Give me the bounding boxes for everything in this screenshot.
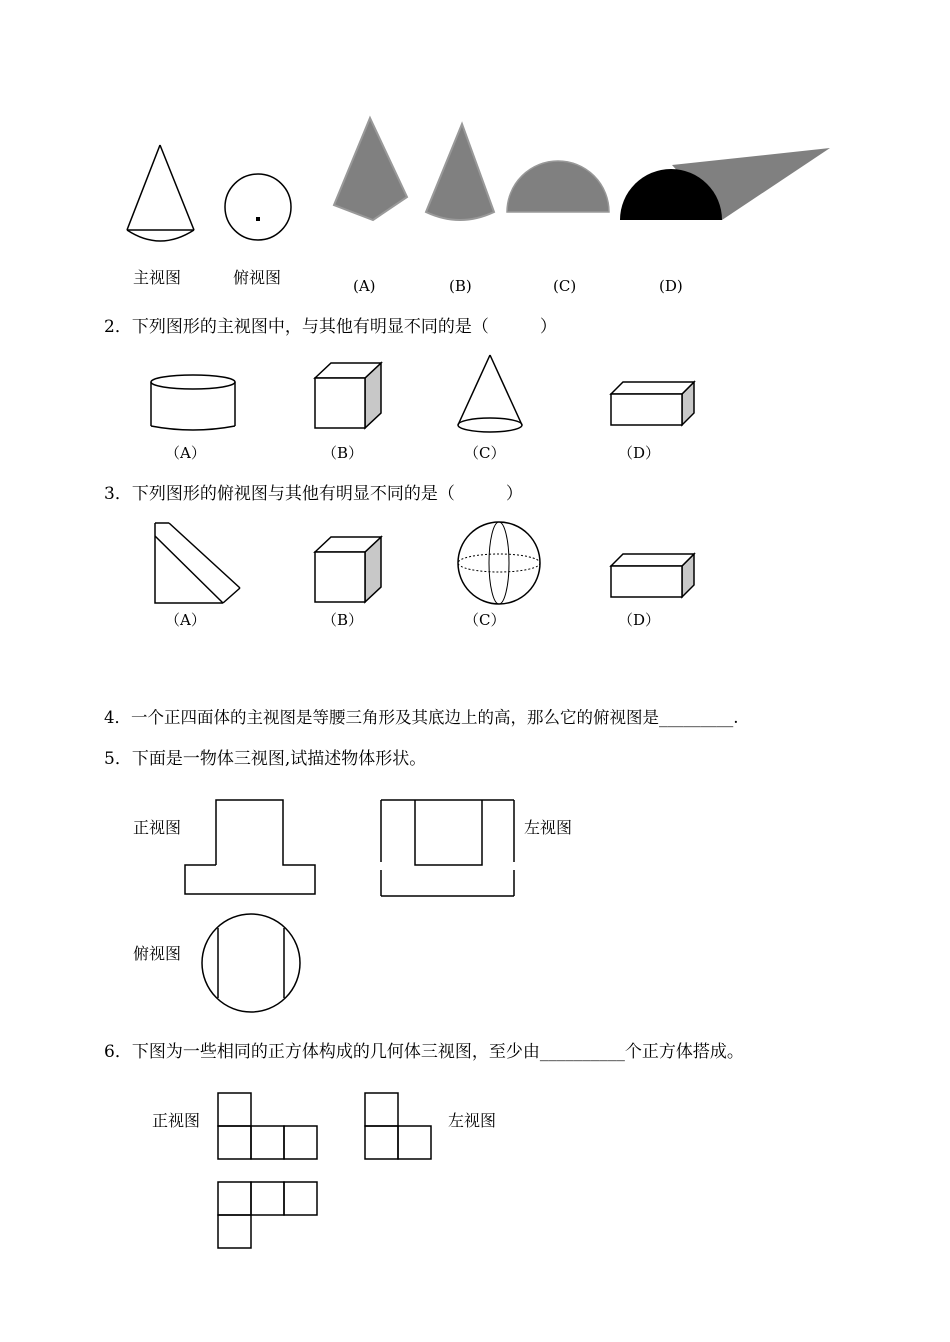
q5-front-view-drawing: [185, 800, 315, 894]
q4-question-text: 4．一个正四面体的主视图是等腰三角形及其底边上的高，那么它的俯视图是_________.: [104, 708, 739, 727]
q1-option-c-label: (C): [553, 277, 577, 295]
q1-front-view-label: 主视图: [133, 268, 182, 287]
q6-front-view-grid: [218, 1093, 317, 1159]
q6-left-view-label: 左视图: [448, 1111, 497, 1130]
q5-top-view-drawing: [202, 914, 300, 1012]
q2-option-d-label: （D）: [618, 444, 661, 462]
q2-option-a-cylinder: [151, 375, 235, 430]
q5-question-text: 5．下面是一物体三视图,试描述物体形状。: [104, 749, 427, 769]
q1-cone-front-view: [127, 145, 194, 241]
q5-top-view-label: 俯视图: [133, 944, 182, 963]
q2-option-c-label: （C）: [464, 444, 506, 462]
q2-option-d-cuboid: [611, 382, 694, 425]
q5-left-view-drawing: [381, 800, 514, 896]
q1-top-view-label: 俯视图: [233, 268, 282, 287]
q3-option-d-cuboid: [611, 554, 694, 597]
q3-question-text: 3．下列图形的俯视图与其他有明显不同的是（ ）: [104, 484, 523, 504]
q1-option-a-shape: [334, 118, 407, 220]
q1-option-d-label: (D): [659, 277, 683, 295]
q3-option-d-label: （D）: [618, 611, 661, 629]
q1-option-a-label: (A): [353, 277, 376, 295]
q5-left-view-label: 左视图: [524, 818, 573, 837]
q2-question-text: 2．下列图形的主视图中，与其他有明显不同的是（ ）: [104, 317, 557, 337]
q2-option-b-label: （B）: [322, 444, 364, 462]
q5-front-view-label: 正视图: [133, 818, 182, 837]
q6-top-view-grid: [218, 1182, 317, 1248]
q2-option-c-cone: [458, 355, 522, 432]
q2-option-b-cube: [315, 363, 381, 428]
q6-question-text: 6．下图为一些相同的正方体构成的几何体三视图，至少由__________个正方体搭成。: [104, 1042, 744, 1062]
q2-option-a-label: （A）: [165, 444, 206, 462]
q6-left-view-grid: [365, 1093, 431, 1159]
q1-option-c-shape: [507, 161, 609, 212]
q1-option-d-shape: [620, 148, 830, 220]
q3-option-c-label: （C）: [464, 611, 506, 629]
q3-option-c-sphere: [458, 522, 540, 604]
q3-option-a-prism: [155, 523, 240, 603]
q1-cone-top-view: [225, 174, 291, 240]
q3-option-b-cube: [315, 537, 381, 602]
q3-option-a-label: （A）: [165, 611, 206, 629]
q6-front-view-label: 正视图: [152, 1111, 201, 1130]
q3-option-b-label: （B）: [322, 611, 364, 629]
q1-option-b-shape: [426, 124, 494, 220]
q1-option-b-label: (B): [449, 277, 472, 295]
